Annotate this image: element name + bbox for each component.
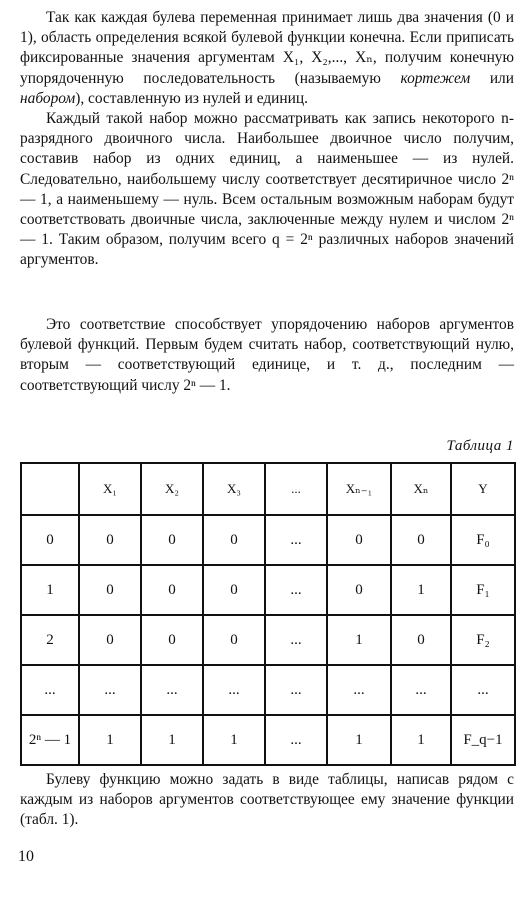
table-cell: F₁	[451, 565, 515, 615]
table-cell: F₀	[451, 515, 515, 565]
table-cell: F_q−1	[451, 715, 515, 765]
term-set: набором	[20, 89, 76, 107]
paragraph-binary-numbers: Каждый такой набор можно рассматривать как запись некоторого n-разрядного двоичного числа. Наибольшее двоичное число получим, составив набор из одних единиц, а наименьшее — из нулей. Следовательно, наибольшему числу соответствует десятиричное число 2ⁿ — 1, а наименьшему — нуль. Всем остальным возможным наборам будут соответствовать двоичные числа, заключенные между нулем и числом 2ⁿ — 1. Таким образом, получим всего q = 2ⁿ различных наборов значений аргументов.	[20, 110, 514, 269]
paragraph-ordering: Это соответствие способствует упорядочению наборов аргументов булевой функций. Первым будем считать набор, соответствующий нулю, вторым — соответствующий единице, и т. д., последним — соответствующий числу 2ⁿ — 1.	[20, 316, 514, 394]
table-cell: ...	[265, 565, 327, 615]
table-cell: 0	[327, 515, 391, 565]
text-block-top	[20, 8, 514, 271]
table-cell: ...	[265, 515, 327, 565]
table-header-cell	[21, 463, 79, 515]
table-cell: ...	[391, 665, 451, 715]
table-cell: 2	[21, 615, 79, 665]
table-row	[21, 565, 515, 615]
table-header-row	[21, 463, 515, 515]
table-header-cell: Y	[451, 463, 515, 515]
table-cell: 2ⁿ — 1	[21, 715, 79, 765]
table-cell: 0	[21, 515, 79, 565]
table-cell: ...	[79, 665, 141, 715]
table-cell: 1	[203, 715, 265, 765]
text-block-ordering	[20, 315, 514, 396]
table-cell: 0	[391, 615, 451, 665]
table-cell: 0	[79, 515, 141, 565]
table-cell: 0	[141, 515, 203, 565]
table-cell: 0	[79, 565, 141, 615]
table-row	[21, 515, 515, 565]
term-tuple: кортежем	[400, 69, 471, 87]
table-cell: ...	[141, 665, 203, 715]
table-cell: ...	[203, 665, 265, 715]
table-caption: Таблица 1	[446, 438, 514, 454]
table-cell: 1	[21, 565, 79, 615]
table-cell: 1	[391, 715, 451, 765]
table-row	[21, 715, 515, 765]
table-cell: 0	[141, 615, 203, 665]
table-cell: ...	[451, 665, 515, 715]
table-cell: 1	[391, 565, 451, 615]
table-header-cell: X₃	[203, 463, 265, 515]
table-header-cell: ...	[265, 463, 327, 515]
table-cell: 0	[141, 565, 203, 615]
text-block-bottom	[20, 770, 514, 831]
table-cell: 0	[391, 515, 451, 565]
table-cell: 0	[203, 615, 265, 665]
page-number: 10	[18, 848, 34, 865]
table-cell: 1	[79, 715, 141, 765]
table-cell: 1	[327, 715, 391, 765]
table-row	[21, 615, 515, 665]
table-cell: 0	[327, 565, 391, 615]
table-header-cell: Xₙ₋₁	[327, 463, 391, 515]
table-cell: 1	[327, 615, 391, 665]
table-header-cell: Xₙ	[391, 463, 451, 515]
table-cell: ...	[21, 665, 79, 715]
table-cell: 0	[79, 615, 141, 665]
table-row	[21, 665, 515, 715]
table-cell: ...	[265, 715, 327, 765]
table-cell: ...	[265, 665, 327, 715]
table-cell: 0	[203, 565, 265, 615]
table-cell: ...	[265, 615, 327, 665]
table-cell: F₂	[451, 615, 515, 665]
paragraph-domain: Так как каждая булева переменная принимает лишь два значения (0 и 1), область определения всякой булевой функции конечна. Если приписать фиксированные значения аргументам X₁, X₂,..., Xₙ, получим конечную упорядоченную последовательность (называемую кортежем или набором), составленную из нулей и единиц.	[20, 9, 514, 107]
table-header-cell: X₁	[79, 463, 141, 515]
table-cell: 1	[141, 715, 203, 765]
table-cell: 0	[203, 515, 265, 565]
table-header-cell: X₂	[141, 463, 203, 515]
table-cell: ...	[327, 665, 391, 715]
truth-table	[20, 462, 516, 766]
paragraph-table-definition: Булеву функцию можно задать в виде таблицы, написав рядом с каждым из наборов аргументов соответствующее ему значение функции (табл. 1).	[20, 771, 514, 829]
